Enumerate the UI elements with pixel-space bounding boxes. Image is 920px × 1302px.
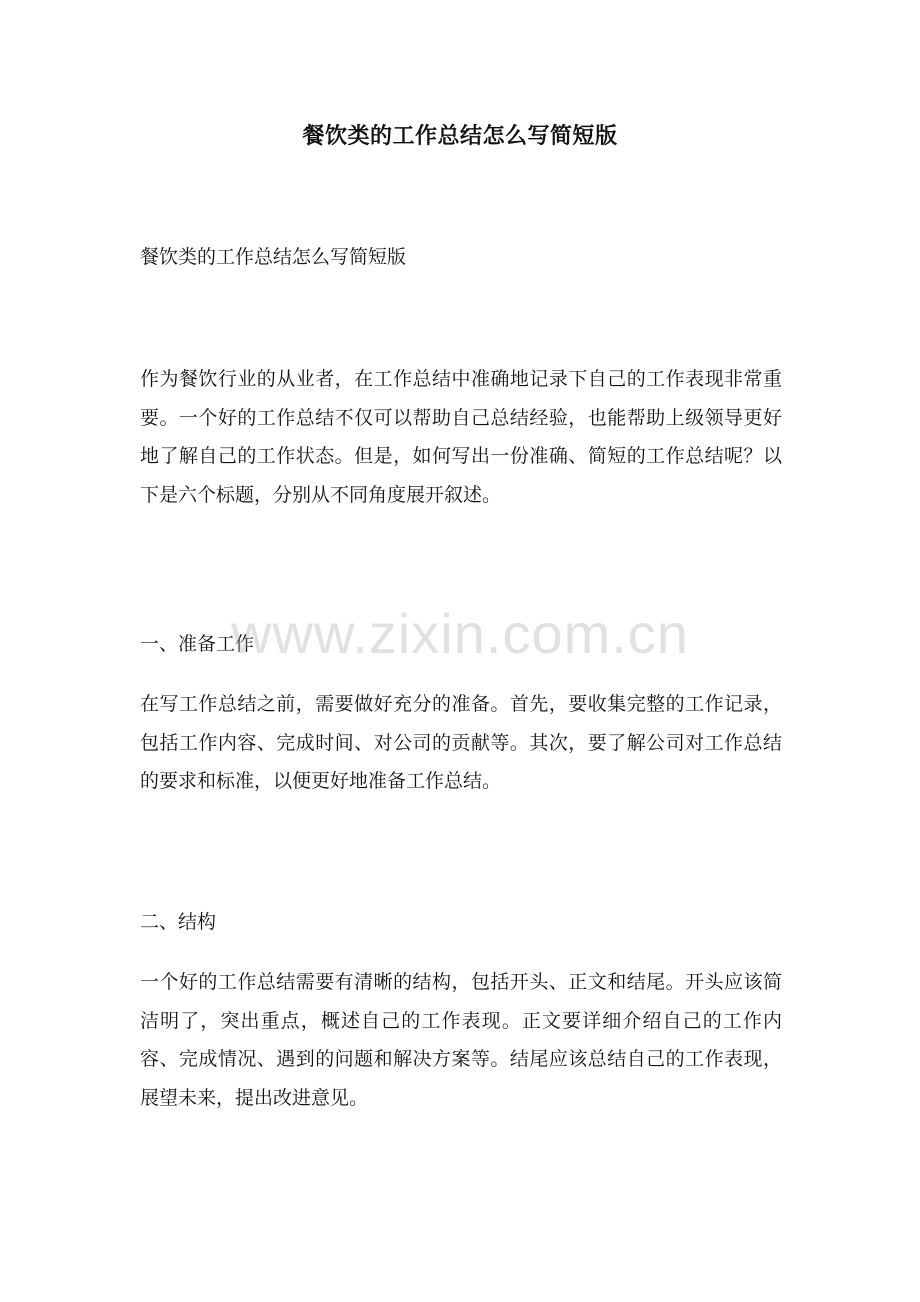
section-body-preparation: 在写工作总结之前，需要做好充分的准备。首先，要收集完整的工作记录，包括工作内容、完成时间、对公司的贡献等。其次，要了解公司对工作总结的要求和标准，以便更好地准备工作总结。 (140, 693, 782, 792)
section-heading-structure: 二、结构 (140, 911, 217, 933)
watermark: www.zixin.com.cn (231, 602, 689, 665)
document-subtitle: 餐饮类的工作总结怎么写简短版 (140, 246, 407, 268)
intro-paragraph: 作为餐饮行业的从业者，在工作总结中准确地记录下自己的工作表现非常重要。一个好的工作总结不仅可以帮助自己总结经验，也能帮助上级领导更好地了解自己的工作状态。但是，如何写出一份准确、简短的工作总结呢？以下是六个标题，分别从不同角度展开叙述。 (140, 368, 782, 506)
section-body-structure: 一个好的工作总结需要有清晰的结构，包括开头、正文和结尾。开头应该简洁明了，突出重点，概述自己的工作表现。正文要详细介绍自己的工作内容、完成情况、遇到的问题和解决方案等。结尾应该总结自己的工作表现，展望未来，提出改进意见。 (140, 971, 782, 1109)
section-heading-preparation: 一、准备工作 (140, 633, 255, 655)
document-title: 餐饮类的工作总结怎么写简短版 (302, 123, 618, 149)
